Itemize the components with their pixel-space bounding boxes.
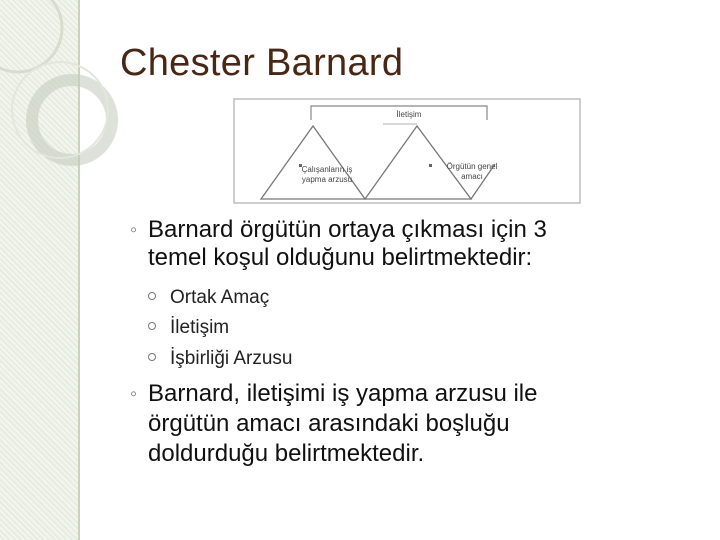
sub-bullet-icon <box>148 292 156 300</box>
bullet-marker-icon: ◦ <box>130 219 138 241</box>
bullet-2-cont-2 <box>130 440 650 468</box>
bullet-2-cont-1 <box>130 410 650 438</box>
subitem-3 <box>148 347 293 371</box>
decorative-circles <box>0 0 140 240</box>
subitem-2-text: İletişim <box>170 317 230 338</box>
bullet-1 <box>130 216 650 244</box>
bullet-1-line-1: Barnard örgütün ortaya çıkması için 3 <box>148 216 547 243</box>
diagram-left-label-line2: yapma arzusu <box>301 175 353 184</box>
bullet-1-cont <box>130 244 650 272</box>
sub-bullet-icon <box>148 353 156 361</box>
bullet-1-line-2: temel koşul olduğunu belirtmektedir: <box>148 244 533 271</box>
diagram-right-label-line2: amacı <box>461 172 483 181</box>
bullet-2-line-2: örgütün amacı arasındaki boşluğu <box>148 410 510 437</box>
subitem-1-text: Ortak Amaç <box>170 287 270 308</box>
bullet-2 <box>130 380 650 408</box>
bullet-2-line-3: doldurduğu belirtmektedir. <box>148 440 425 467</box>
diagram-left-label-line1: Çalışanların iş <box>301 165 353 174</box>
diagram-top-label: İletişim <box>396 110 422 119</box>
bullet-2-line-1: Barnard, iletişimi iş yapma arzusu ile <box>148 380 538 407</box>
bullet-marker-icon: ◦ <box>130 383 138 405</box>
subitem-3-text: İşbirliği Arzusu <box>170 348 293 369</box>
subitem-2 <box>148 316 229 340</box>
subitem-1 <box>148 286 269 310</box>
sub-bullet-icon <box>148 322 156 330</box>
slide-title: Chester Barnard <box>120 42 404 84</box>
diagram-right-label-line1: Örgütün genel <box>446 162 498 171</box>
communication-diagram <box>233 98 581 204</box>
